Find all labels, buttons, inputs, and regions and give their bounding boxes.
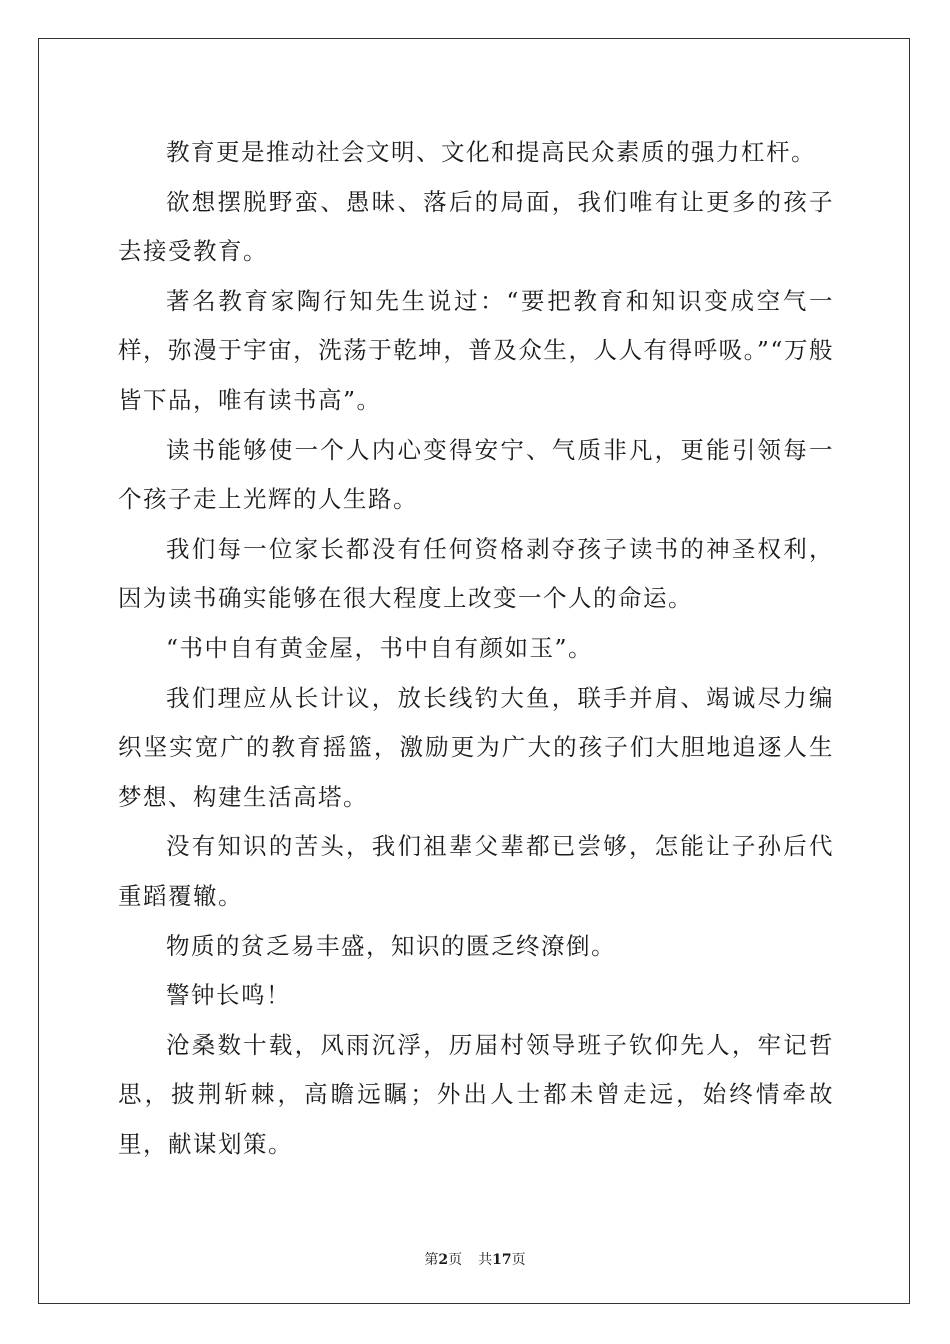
paragraph-11: 沧桑数十载，风雨沉浮，历届村领导班子钦仰先人，牢记哲思，披荆斩棘，高瞻远瞩；外出人士都未曾走远，始终情牵故里，献谋划策。 bbox=[118, 1030, 834, 1158]
total-suffix: 页 bbox=[511, 1252, 526, 1268]
paragraph-2: 欲想摆脱野蛮、愚昧、落后的局面，我们唯有让更多的孩子去接受教育。 bbox=[118, 187, 834, 266]
paragraph-10: 警钟长鸣！ bbox=[166, 981, 291, 1010]
paragraph-3: 著名教育家陶行知先生说过：“要把教育和知识变成空气一样，弥漫于宇宙，洗荡于乾坤，普及众生，人人有得呼吸。”“万般皆下品，唯有读书高”。 bbox=[118, 286, 834, 414]
paragraph-4: 读书能够使一个人内心变得安宁、气质非凡，更能引领每一个孩子走上光辉的人生路。 bbox=[118, 435, 834, 514]
paragraph-9: 物质的贫乏易丰盛，知识的匮乏终潦倒。 bbox=[166, 931, 616, 960]
total-pages: 17 bbox=[492, 1252, 512, 1268]
document-body bbox=[118, 128, 834, 1169]
page-prefix: 第 bbox=[424, 1252, 439, 1268]
paragraph-8: 没有知识的苦头，我们祖辈父辈都已尝够，怎能让子孙后代重蹈覆辙。 bbox=[118, 832, 834, 910]
page-footer bbox=[0, 1249, 950, 1269]
paragraph-1: 教育更是推动社会文明、文化和提高民众素质的强力杠杆。 bbox=[166, 138, 816, 166]
total-prefix: 共 bbox=[478, 1252, 493, 1268]
paragraph-7: 我们理应从长计议，放长线钓大鱼，联手并肩、竭诚尽力编织坚实宽广的教育摇篮，激励更为广大的孩子们大胆地追逐人生梦想、构建生活高塔。 bbox=[118, 683, 834, 811]
page-suffix: 页 bbox=[448, 1252, 463, 1268]
paragraph-6: “书中自有黄金屋，书中自有颜如玉”。 bbox=[166, 633, 594, 662]
page-number: 2 bbox=[438, 1252, 449, 1268]
paragraph-5: 我们每一位家长都没有任何资格剥夺孩子读书的神圣权利，因为读书确实能够在很大程度上改变一个人的命运。 bbox=[118, 534, 834, 613]
